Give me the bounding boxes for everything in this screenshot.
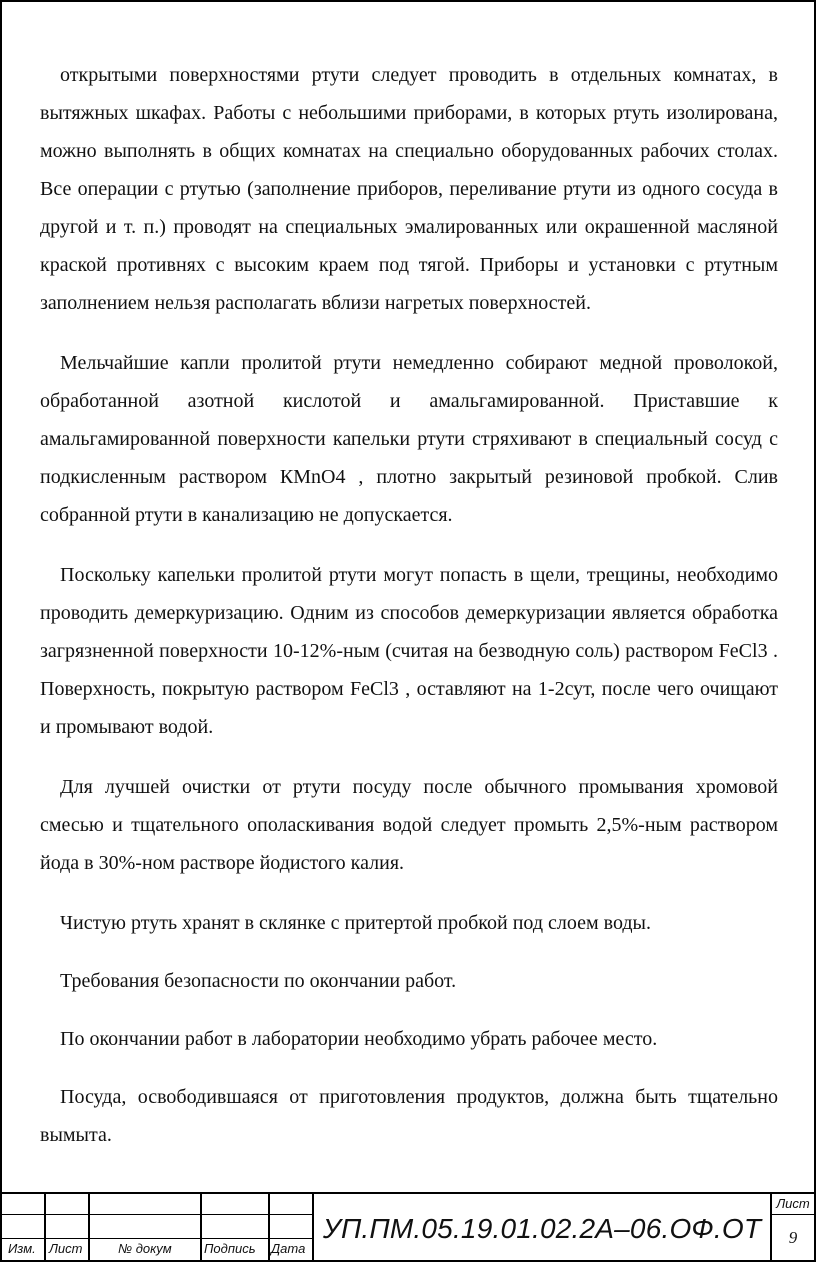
stamp-col-date: Дата [271, 1241, 306, 1256]
stamp-divider [88, 1194, 90, 1262]
stamp-divider [200, 1194, 202, 1262]
stamp-col-sign: Подпись [204, 1241, 256, 1256]
stamp-divider [44, 1194, 46, 1262]
stamp-col-izm: Изм. [8, 1241, 36, 1256]
stamp-row-line [770, 1214, 816, 1215]
title-block [0, 1192, 816, 1262]
document-body [40, 56, 778, 1154]
paragraph-5: Чистую ртуть хранят в склянке с притертой пробкой под слоем воды. [60, 912, 651, 934]
paragraph-6: Требования безопасности по окончании работ. [60, 970, 457, 992]
paragraph-4: Для лучшей очистки от ртути посуду после обычного промывания хромовой смесью и тщательного ополаскивания водой следует промыть 2,5%-ным раствором йода в 30%-ном растворе йодистого калия. [40, 776, 778, 874]
sheet-label: Лист [776, 1196, 810, 1211]
document-code: УП.ПМ.05.19.01.02.2А–06.ОФ.ОТ [322, 1213, 762, 1244]
stamp-divider [312, 1194, 314, 1262]
paragraph-3: Поскольку капельки пролитой ртути могут попасть в щели, трещины, необходимо проводить демеркуризацию. Одним из способов демеркуризации является обработка загрязненной поверхности 10-12%-ным (считая на безводную соль) раствором FeCl3 . Поверхность, покрытую раствором FeCl3 , оставляют на 1-2сут, после чего очищают и промывают водой. [40, 564, 778, 738]
stamp-col-doc: № докум [118, 1241, 172, 1256]
paragraph-1: открытыми поверхностями ртути следует проводить в отдельных комнатах, в вытяжных шкафах. Работы с небольшими приборами, в которых ртуть изолирована, можно выполнять в общих комнатах на специально оборудованных рабочих столах. Все операции с ртутью (заполнение приборов, переливание ртути из одного сосуда в другой и т. п.) проводят на специальных эмалированных или окрашенной масляной краской противнях с высоким краем под тягой. Приборы и установки с ртутным заполнением нельзя располагать вблизи нагретых поверхностей. [40, 64, 778, 314]
stamp-col-list: Лист [49, 1241, 83, 1256]
stamp-row-line [0, 1214, 312, 1215]
paragraph-8: Посуда, освободившаяся от приготовления продуктов, должна быть тщательно вымыта. [40, 1086, 778, 1146]
stamp-row-line [0, 1238, 312, 1239]
sheet-number: 9 [788, 1228, 798, 1247]
paragraph-7: По окончании работ в лаборатории необходимо убрать рабочее место. [60, 1028, 658, 1050]
stamp-divider [268, 1194, 270, 1262]
paragraph-2: Мельчайшие капли пролитой ртути немедленно собирают медной проволокой, обработанной азотной кислотой и амальгамированной. Приставшие к амальгамированной поверхности капельки ртути стряхивают в специальный сосуд с подкисленным раствором КMnO4 , плотно закрытый резиновой пробкой. Слив собранной ртути в канализацию не допускается. [40, 352, 778, 526]
